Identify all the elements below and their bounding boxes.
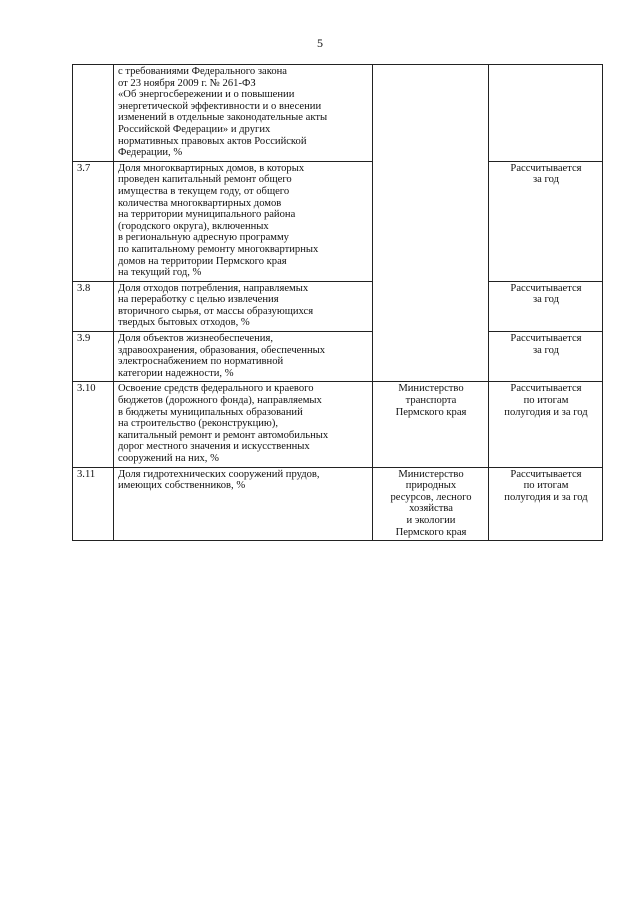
table-row xyxy=(73,467,603,541)
indicators-table xyxy=(72,64,603,541)
indicator-name: Доля гидротехнических сооружений прудов, имеющих собственников, % xyxy=(114,467,373,541)
period-cell xyxy=(489,65,603,162)
row-number: 3.11 xyxy=(73,467,114,541)
indicator-name: Доля многоквартирных домов, в которых проведен капитальный ремонт общего имущества в текущем году, от общего количества многоквартирных домов на территории муниципального района (городского округа), включенных в региональную адресную программу по капитальному ремонту многоквартирных домов на территории Пермского края на текущий год, % xyxy=(114,161,373,281)
period-cell: Рассчитывается за год xyxy=(489,332,603,382)
indicator-name: Освоение средств федерального и краевого бюджетов (дорожного фонда), направляемых в бюджеты муниципальных образований на строительство (реконструкцию), капитальный ремонт и ремонт автомобильных дорог местного значения и искусственных сооружений на них, % xyxy=(114,382,373,467)
page-number: 5 xyxy=(317,36,323,50)
indicator-name: Доля отходов потребления, направляемых на переработку с целью извлечения вторичного сырья, от массы образующихся твердых бытовых отходов, % xyxy=(114,281,373,331)
responsible-cell: Министерство транспорта Пермского края xyxy=(373,382,489,467)
table-row xyxy=(73,332,603,382)
period-cell: Рассчитывается по итогам полугодия и за год xyxy=(489,382,603,467)
period-cell: Рассчитывается по итогам полугодия и за год xyxy=(489,467,603,541)
row-number: 3.9 xyxy=(73,332,114,382)
table-row xyxy=(73,382,603,467)
table-row xyxy=(73,281,603,331)
responsible-cell: Министерство природных ресурсов, лесного хозяйства и экологии Пермского края xyxy=(373,467,489,541)
row-number: 3.10 xyxy=(73,382,114,467)
row-number xyxy=(73,65,114,162)
row-number: 3.7 xyxy=(73,161,114,281)
period-cell: Рассчитывается за год xyxy=(489,161,603,281)
period-cell: Рассчитывается за год xyxy=(489,281,603,331)
row-number: 3.8 xyxy=(73,281,114,331)
indicator-name: Доля объектов жизнеобеспечения, здравоохранения, образования, обеспеченных электроснабжением по нормативной категории надежности, % xyxy=(114,332,373,382)
responsible-cell-empty xyxy=(373,65,489,382)
table-row xyxy=(73,65,603,162)
indicator-name: с требованиями Федерального закона от 23 ноября 2009 г. № 261-ФЗ «Об энергосбережении и о повышении энергетической эффективности и о внесении изменений в отдельные законодательные акты Российской Федерации» и других нормативных правовых актов Российской Федерации, % xyxy=(114,65,373,162)
table-row xyxy=(73,161,603,281)
